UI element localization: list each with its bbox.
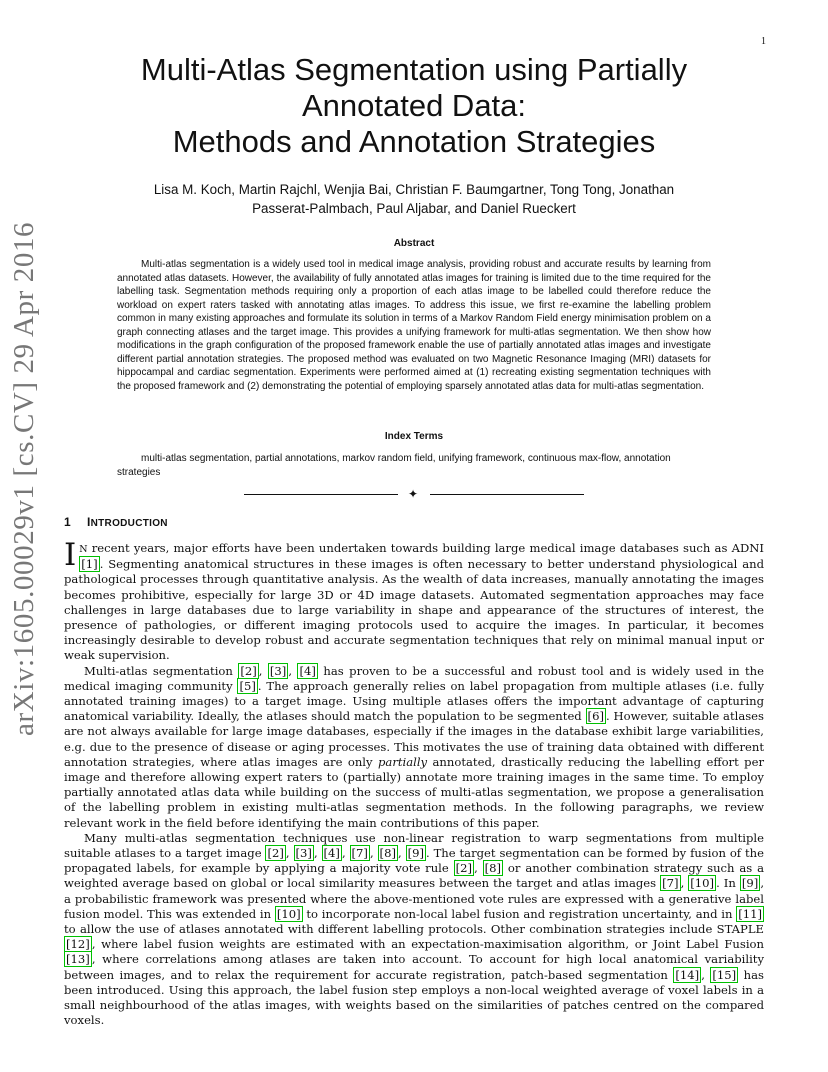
text-run: or another combination strategy such as a weighted average based on global or local similarity measures between the target and atlas images — [64, 861, 765, 891]
text-run: has been introduced. Using this approach, the label fusion step employs a non-local weighted average of voxel labels in a small neighbourhood of the atlas images, with weights based on the similarities of patches centred on the compared voxels. — [64, 967, 764, 1028]
index-terms-text: multi-atlas segmentation, partial annotations, markov random field, unifying framework, continuous max-flow, annotation strategies — [117, 453, 671, 478]
citation-link[interactable]: [4] — [299, 663, 316, 678]
emphasis-text: partially — [377, 754, 428, 769]
citation-link[interactable]: [11] — [738, 906, 762, 921]
text-run: , — [285, 846, 294, 861]
text-run: recent years, major efforts have been undertaken towards building large medical image databases such as ADNI — [87, 541, 764, 555]
text-run: . Segmenting anatomical structures in these images is often necessary to better understand physiological and pathological processes through quantitative analysis. As the wealth of data increases, manually annotating the images becomes prohibitive, especially for large 3D or 4D image datasets. Automated segmentation approaches may face challenges in large databases due to large variability in shape and appearance of the structures of interest, the presence of pathologies, or different imaging protocols used to acquire the images. In particular, it becomes increasingly desirable to develop robust and accurate segmentation techniques that rely on minimal manual input or weak supervision. — [64, 557, 764, 663]
text-run: , — [680, 876, 689, 891]
paragraph-3 — [64, 831, 764, 1029]
citation-link[interactable]: [2] — [240, 663, 257, 678]
page-number: 1 — [761, 36, 766, 47]
citation-link[interactable]: [12] — [66, 937, 90, 952]
text-run: has proven to be a successful and robust tool and is widely used in the medical imaging community — [64, 663, 764, 693]
section-title-rest: NTRODUCTION — [90, 518, 168, 529]
small-caps-text: N — [79, 544, 88, 555]
paragraph-2 — [64, 664, 764, 831]
paper-title — [96, 52, 732, 160]
citation-link[interactable]: [10] — [690, 876, 715, 891]
divider-line-left — [244, 494, 398, 495]
text-run: . The target segmentation can be formed by fusion of the propagated labels, for example by applying a majority vote rule — [64, 846, 764, 876]
title-line-3: Methods and Annotation Strategies — [172, 124, 656, 159]
section-heading — [64, 515, 168, 529]
citation-link[interactable]: [1] — [81, 557, 98, 572]
text-run: , — [258, 663, 268, 678]
drop-cap: I — [64, 537, 77, 573]
text-run: . In — [716, 876, 740, 891]
citation-link[interactable]: [9] — [741, 876, 759, 891]
text-run: . The approach generally relies on label propagation from multiple atlases (i.e. fully annotated training images) to a target image. Using multiple atlases offers the important advantage of capturing anatomical variability. Ideally, the atlases should match the population to be segmented — [64, 678, 764, 724]
citation-link[interactable]: [8] — [484, 861, 502, 876]
citation-link[interactable]: [2] — [267, 846, 284, 861]
text-run: to allow the use of atlases annotated with different labelling protocols. Other combination strategies include STAPLE — [64, 922, 764, 937]
paragraph-1 — [64, 537, 764, 664]
citation-link[interactable]: [15] — [712, 967, 737, 982]
authors-line-1: Lisa M. Koch, Martin Rajchl, Wenjia Bai, Christian F. Baumgartner, Tong Tong, Jonathan — [153, 182, 675, 197]
citation-link[interactable]: [3] — [269, 663, 287, 678]
citation-link[interactable]: [4] — [323, 846, 340, 861]
text-run: , where label fusion weights are estimated with an expectation-maximisation algorithm, or Joint Label Fusion — [91, 937, 764, 952]
text-run: Multi-atlas segmentation — [84, 663, 239, 678]
text-run: , — [474, 861, 483, 876]
section-divider — [244, 486, 584, 502]
citation-link[interactable]: [9] — [407, 846, 424, 861]
divider-line-right — [430, 494, 584, 495]
text-run: annotated, drastically reducing the labelling effort per image and therefore allowing expert raters to (partially) annotate more training images in the same time. To employ partially annotated atlas data while building on the success of multi-atlas segmentation, we propose a generalisation of the labelling problem in existing multi-atlas segmentation methods. In the following paragraphs, we review relevant work in the field before identifying the main contributions of this paper. — [64, 754, 764, 830]
divider-diamond-icon: ✦ — [408, 487, 419, 501]
body-text — [64, 537, 765, 1029]
section-number: 1 — [64, 515, 71, 529]
citation-link[interactable]: [7] — [351, 846, 368, 861]
authors-line-2: Passerat-Palmbach, Paul Aljabar, and Daniel Rueckert — [252, 201, 576, 216]
citation-link[interactable]: [10] — [276, 906, 301, 921]
text-run: , — [397, 846, 406, 861]
title-line-1: Multi-Atlas Segmentation using Partially — [140, 52, 688, 87]
text-run: . However, suitable atlases are not always available for large image databases, especially if the images in the database exhibit large variabilities, e.g. due to the presence of disease or aging processes. This motivates the use of training data obtained with different annotation strategies, where atlas images are only — [64, 709, 764, 769]
citation-link[interactable]: [2] — [455, 861, 473, 876]
author-list — [96, 180, 732, 218]
text-run: , — [341, 846, 350, 861]
citation-link[interactable]: [7] — [662, 876, 679, 891]
text-run: to incorporate non-local label fusion and registration uncertainty, and in — [302, 906, 737, 921]
index-terms-heading: Index Terms — [384, 431, 444, 442]
citation-link[interactable]: [8] — [379, 846, 396, 861]
text-run: , where correlations among atlases are taken into account. To account for high local anatomical variability between images, and to relax the requirement for accurate registration, patch-based segmentation — [64, 952, 764, 982]
citation-link[interactable]: [13] — [66, 952, 90, 967]
abstract-heading: Abstract — [393, 238, 435, 249]
text-run: , — [288, 663, 298, 678]
title-line-2: Annotated Data: — [301, 88, 527, 123]
text-run: , a probabilistic framework was presented where the above-mentioned vote rules are expressed with a generative label fusion model. This was extended in — [64, 876, 765, 921]
citation-link[interactable]: [6] — [587, 709, 604, 724]
section-title-initial: I — [86, 515, 91, 529]
text-run: , — [701, 967, 711, 982]
citation-link[interactable]: [3] — [295, 846, 312, 861]
abstract-text: Multi-atlas segmentation is a widely used tool in medical image analysis, providing robust and accurate results by learning from annotated atlas datasets. However, the availability of fully annotated atlas images for training is limited due to the time required for the labelling task. Segmentation methods requiring only a proportion of each atlas image to be labelled could therefore reduce the workload on expert raters tasked with annotating atlas images. To address this issue, we first re-examine the labelling problem common in many existing approaches and formulate its solution in terms of a Markov Random Field energy minimisation problem on a graph connecting atlases and the target image. This provides a unifying framework for multi-atlas segmentation. We then show how modifications in the graph configuration of the proposed framework enable the use of partially annotated atlas images and investigate different partial annotation strategies. The proposed method was evaluated on two Magnetic Resonance Imaging (MRI) datasets for hippocampal and cardiac segmentation. Experiments were performed aimed at (1) recreating existing segmentation techniques with the proposed framework and (2) demonstrating the potential of employing sparsely annotated atlas data for multi-atlas segmentation. — [117, 259, 711, 392]
citation-link[interactable]: [5] — [239, 678, 256, 693]
arxiv-stamp: arXiv:1605.00029v1 [cs.CV] 29 Apr 2016 — [8, 221, 40, 736]
text-run: , — [313, 846, 322, 861]
text-run: , — [369, 846, 378, 861]
text-run: Many multi-atlas segmentation techniques use non-linear registration to warp segmentations from multiple suitable atlases to a target image — [64, 830, 764, 861]
citation-link[interactable]: [14] — [675, 967, 700, 982]
